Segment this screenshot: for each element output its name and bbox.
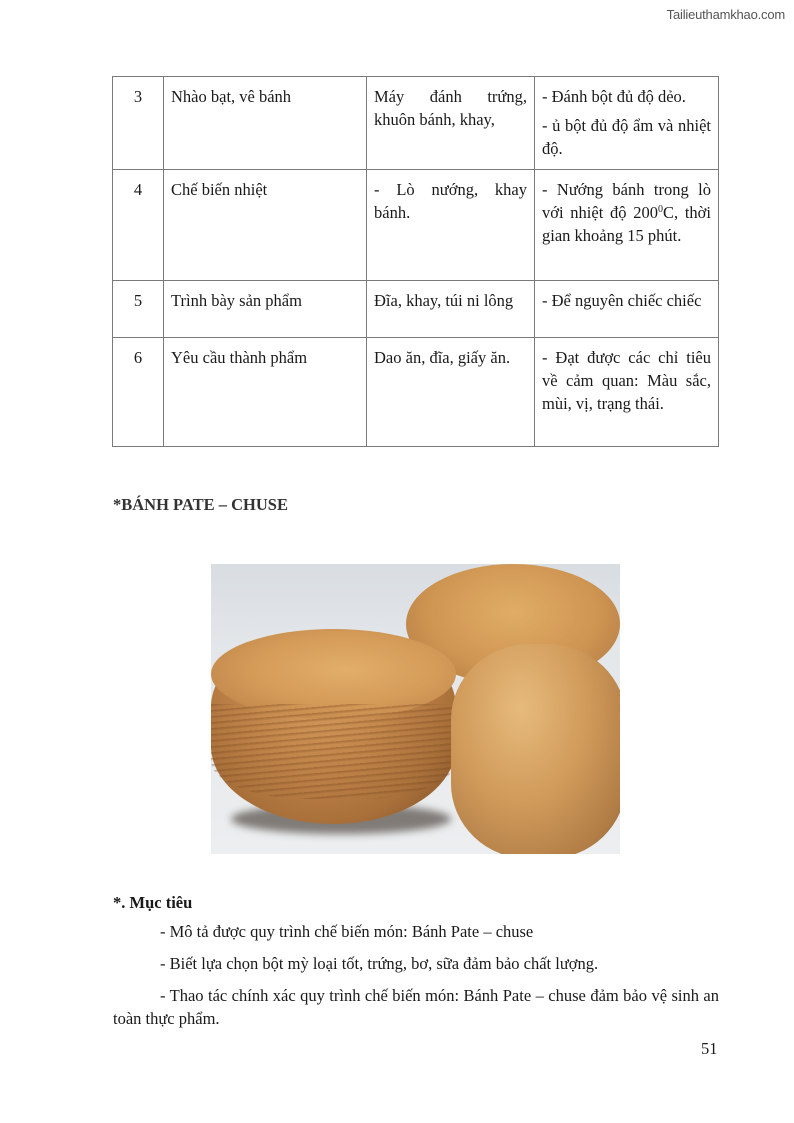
table-row	[113, 338, 719, 447]
section-title: *BÁNH PATE – CHUSE	[113, 495, 288, 514]
objective-item: - Thao tác chính xác quy trình chế biến món: Bánh Pate – chuse đảm bảo vệ sinh an toàn thực phẩm.	[113, 986, 719, 1028]
watermark: Tailieuthamkhao.com	[666, 7, 785, 22]
pastry-layers	[211, 704, 456, 799]
objectives-heading: *. Mục tiêu	[113, 893, 193, 912]
requirement-line: - Đạt được các chỉ tiêu về cảm quan: Màu sắc, mùi, vị, trạng thái.	[542, 348, 711, 413]
page-number: 51	[701, 1039, 718, 1058]
step-requirements	[535, 77, 719, 170]
requirement-text: - Nướng bánh trong lò với nhiệt độ 200	[542, 180, 711, 222]
requirement-line: - Để nguyên chiếc chiếc	[542, 291, 702, 310]
objectives-list	[113, 920, 719, 1030]
table-row	[113, 281, 719, 338]
step-requirements	[535, 281, 719, 338]
step-requirements	[535, 170, 719, 281]
step-number: 4	[113, 170, 164, 281]
step-requirements	[535, 338, 719, 447]
process-table	[112, 76, 719, 447]
requirement-line: - Đánh bột đủ độ dẻo.	[542, 87, 686, 106]
step-tools: Đĩa, khay, túi ni lông	[367, 281, 535, 338]
requirement-line: - ủ bột đủ độ ẩm và nhiệt độ.	[542, 116, 711, 158]
table-row	[113, 77, 719, 170]
step-name: Nhào bạt, vê bánh	[164, 77, 367, 170]
requirement-text: C, thời gian khoảng 15 phút.	[542, 203, 711, 245]
step-name: Trình bày sản phẩm	[164, 281, 367, 338]
step-number: 5	[113, 281, 164, 338]
step-name: Chế biến nhiệt	[164, 170, 367, 281]
pastry-right	[451, 644, 620, 854]
step-number: 3	[113, 77, 164, 170]
step-tools: Máy đánh trứng, khuôn bánh, khay,	[367, 77, 535, 170]
pate-chuse-photo	[211, 564, 620, 854]
table-row	[113, 170, 719, 281]
degree-superscript: 0	[657, 204, 663, 215]
step-tools: Dao ăn, đĩa, giấy ăn.	[367, 338, 535, 447]
objective-item: - Biết lựa chọn bột mỳ loại tốt, trứng, bơ, sữa đảm bảo chất lượng.	[160, 954, 599, 973]
step-tools: - Lò nướng, khay bánh.	[367, 170, 535, 281]
objective-item: - Mô tả được quy trình chế biến món: Bánh Pate – chuse	[160, 922, 534, 941]
step-name: Yêu cầu thành phẩm	[164, 338, 367, 447]
requirement-line	[542, 178, 711, 247]
step-number: 6	[113, 338, 164, 447]
